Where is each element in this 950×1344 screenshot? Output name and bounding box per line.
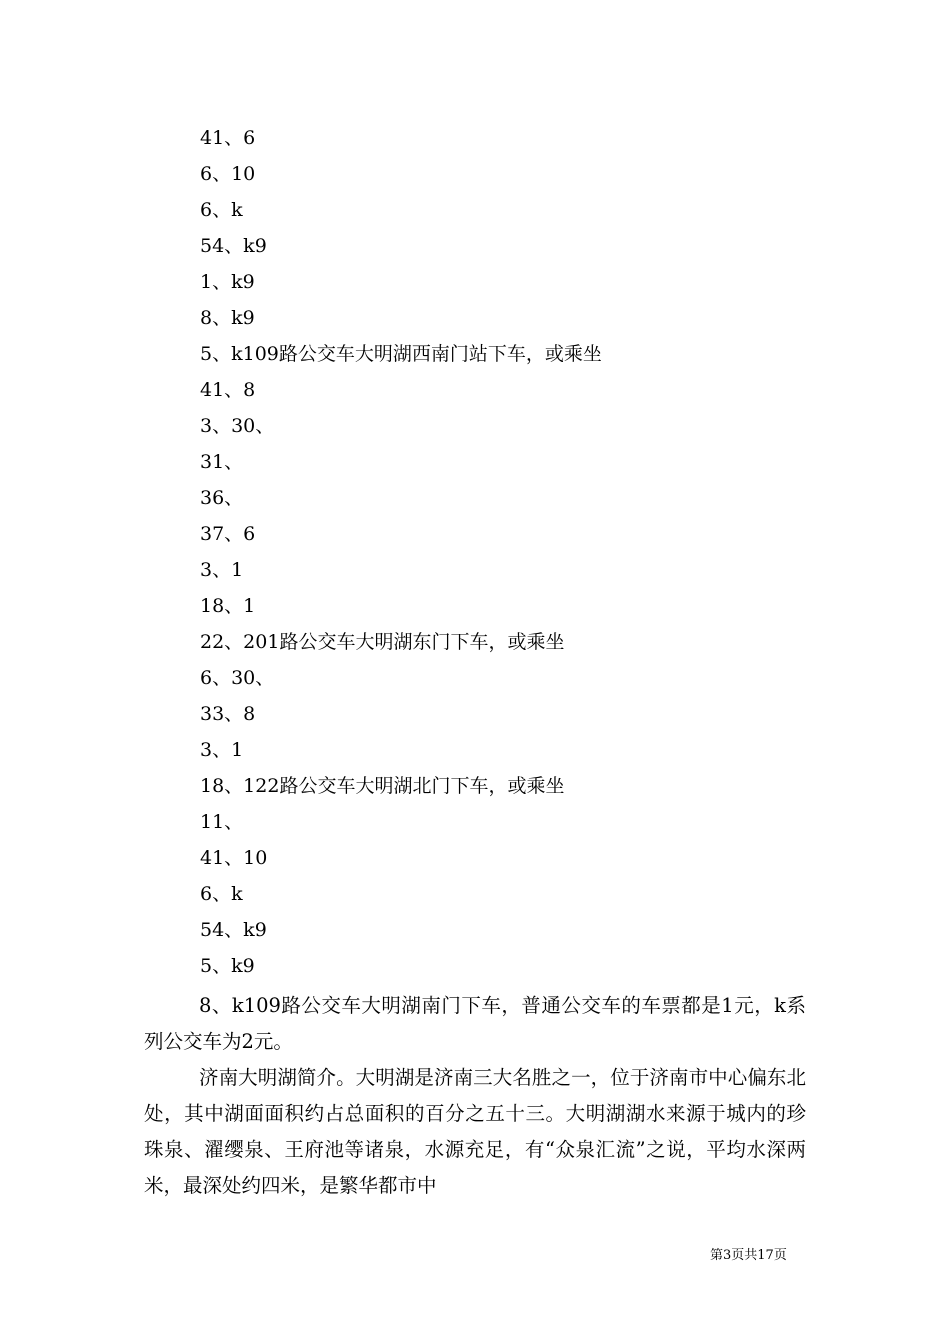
list-line: 54、k9 [200,235,267,257]
list-line: 22、201路公交车大明湖东门下车，或乘坐 [200,631,565,653]
list-line: 33、8 [200,703,256,725]
list-line: 18、1 [200,595,256,617]
list-line: 41、8 [200,379,256,401]
list-line: 5、k109路公交车大明湖西南门站下车，或乘坐 [200,343,602,365]
list-line: 3、30、 [200,415,275,437]
list-line: 54、k9 [200,919,267,941]
list-line: 3、1 [200,559,244,581]
list-line: 1、k9 [200,271,255,293]
list-line: 6、k [200,883,243,905]
list-line: 3、1 [200,739,244,761]
list-line: 41、10 [200,847,268,869]
list-line: 41、6 [200,127,256,149]
list-line: 37、6 [200,523,256,545]
list-line: 11、 [200,811,244,833]
list-line: 8、k9 [200,307,255,329]
page-number: 第3页共17页 [710,1248,787,1263]
list-line: 6、k [200,199,243,221]
paragraph-fare: 8、k109路公交车大明湖南门下车，普通公交车的车票都是1元，k系列公交车为2元。 [144,994,806,1053]
list-line: 5、k9 [200,955,255,977]
list-line: 6、10 [200,163,256,185]
list-line: 36、 [200,487,244,509]
list-line: 18、122路公交车大明湖北门下车，或乘坐 [200,775,565,797]
list-line: 31、 [200,451,244,473]
list-line: 6、30、 [200,667,275,689]
paragraph-intro: 济南大明湖简介。大明湖是济南三大名胜之一，位于济南市中心偏东北处，其中湖面面积约占总面积的百分之五十三。大明湖湖水来源于城内的珍珠泉、濯缨泉、王府池等诸泉，水源充足，有“众泉汇流”之说，平均水深两米，最深处约四米，是繁华都市中 [144,1066,806,1197]
